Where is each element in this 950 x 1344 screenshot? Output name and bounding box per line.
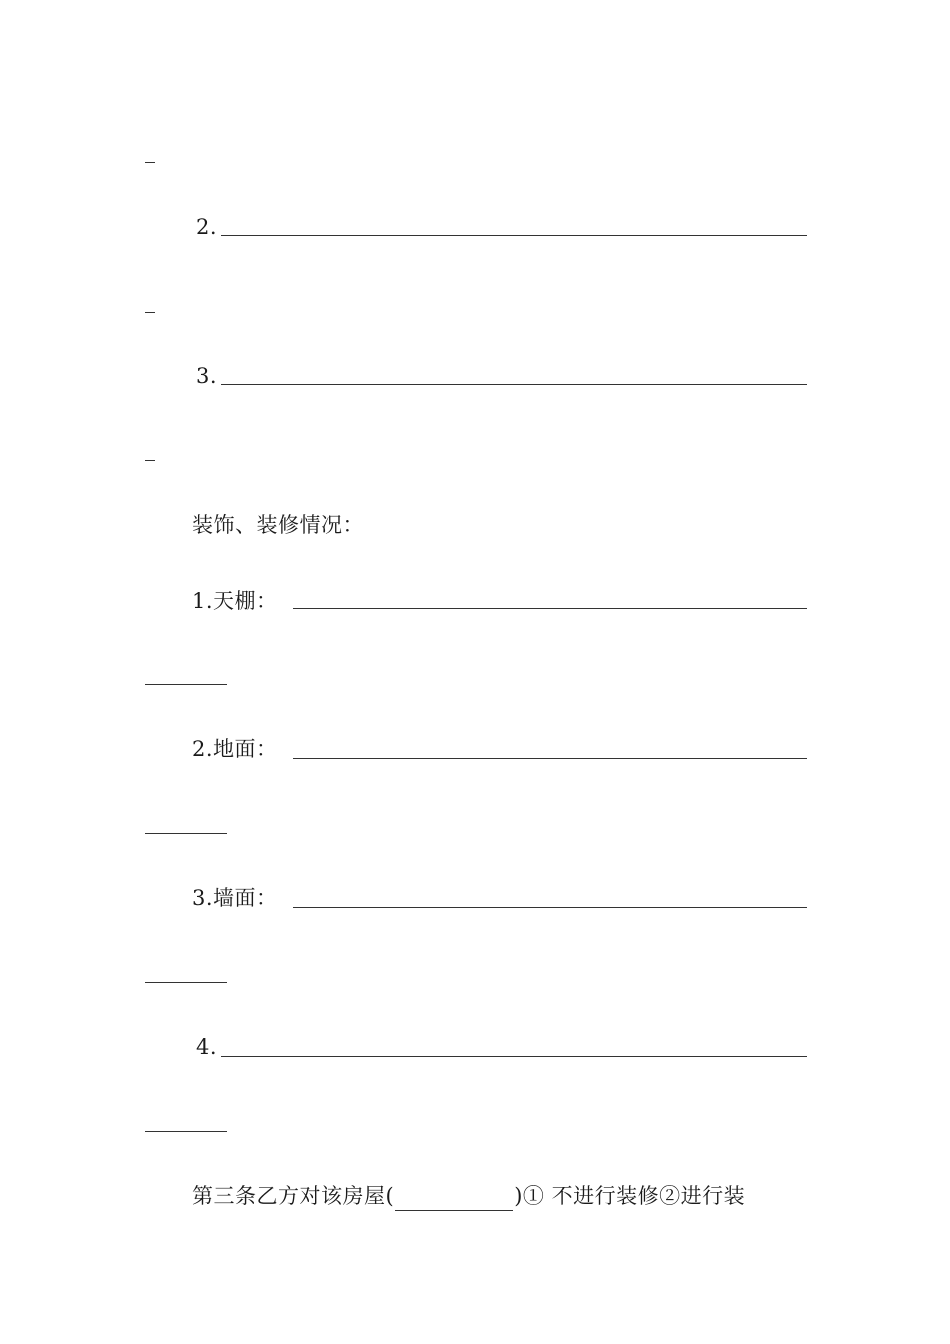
blank-item-number: 3. bbox=[196, 364, 218, 388]
clause-three-text bbox=[192, 1181, 745, 1211]
fill-in-blank[interactable] bbox=[221, 1056, 807, 1057]
fill-in-blank-continuation[interactable] bbox=[145, 684, 227, 685]
fill-in-blank-continuation[interactable] bbox=[145, 833, 227, 834]
blank-item-number: 2. bbox=[196, 215, 218, 239]
clause-three-prefix: 第三条乙方对该房屋( bbox=[192, 1184, 395, 1208]
clause-three-suffix: )① 不进行装修②进行装 bbox=[514, 1184, 746, 1208]
section-heading: 装饰、装修情况： bbox=[192, 513, 364, 537]
decoration-item-label: 4. bbox=[196, 1035, 218, 1059]
fill-in-blank[interactable] bbox=[293, 907, 807, 908]
continuation-dash bbox=[145, 460, 155, 461]
fill-in-blank[interactable] bbox=[293, 608, 807, 609]
fill-in-blank[interactable] bbox=[293, 758, 807, 759]
decoration-item-label: 1.天棚： bbox=[192, 589, 278, 613]
continuation-dash bbox=[145, 162, 155, 163]
decoration-item-label: 2.地面： bbox=[192, 737, 278, 761]
fill-in-blank-continuation[interactable] bbox=[145, 982, 227, 983]
decoration-item-label: 3.墙面： bbox=[192, 886, 278, 910]
continuation-dash bbox=[145, 312, 155, 313]
fill-in-blank[interactable] bbox=[221, 384, 807, 385]
fill-in-blank[interactable] bbox=[221, 235, 807, 236]
fill-in-blank[interactable] bbox=[395, 1190, 513, 1211]
fill-in-blank-continuation[interactable] bbox=[145, 1131, 227, 1132]
